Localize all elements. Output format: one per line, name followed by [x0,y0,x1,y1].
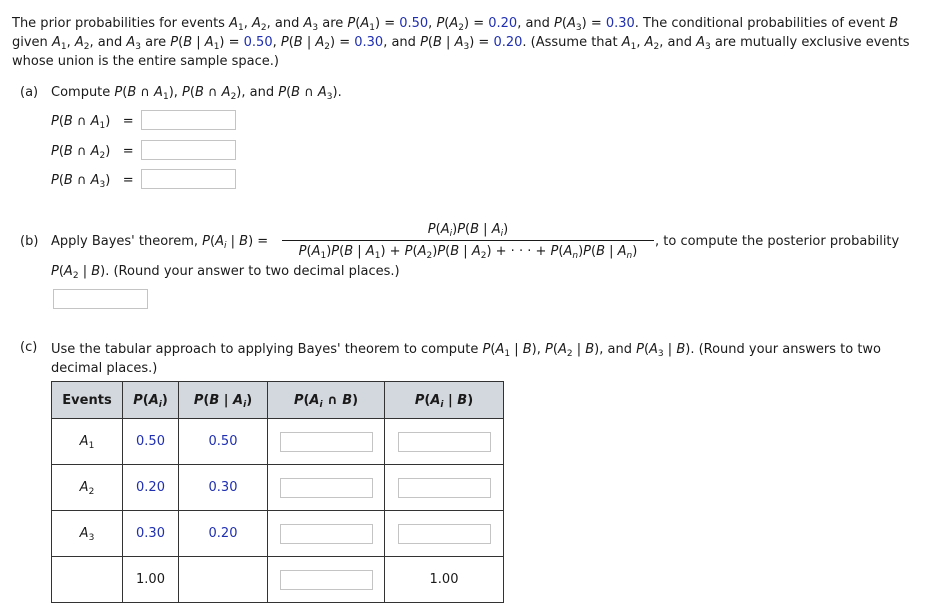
prior-cell: 0.20 [123,465,179,511]
joint-cell [268,419,385,465]
part-b-line2: $P(A_2$ | B). (Round your answer to two decimal places.) [51,264,400,281]
bayes-fraction-bar [282,240,654,241]
table-header-row [52,382,504,419]
posterior-cell [385,511,504,557]
table-row [52,465,504,511]
cond-a3-value: 0.20 [493,35,523,50]
cond-a1-value: 0.50 [243,35,273,50]
table-row [52,419,504,465]
part-c-label: (c) [20,340,38,355]
prior-cell: 0.50 [123,419,179,465]
header-events: Events [52,382,123,419]
part-b-label: (b) [20,234,39,249]
event-a1: $A_1$ [52,419,123,465]
conditional-cell: 0.20 [179,511,268,557]
part-b-tail: , to compute the posterior probability [655,234,900,249]
joint-cell [268,511,385,557]
total-joint-cell [268,557,385,603]
event-a3: $A_3$ [52,511,123,557]
prior-cell: 0.30 [123,511,179,557]
prior-a2-value: 0.20 [488,16,518,31]
part-a-row2-label: P(B ∩ $A_2$) = [51,144,134,161]
part-a-row1-label: P(B ∩ $A_1$) = [51,114,134,131]
total-conditional-cell [179,557,268,603]
event-a2: $A_2$ [52,465,123,511]
joint-a1-input[interactable] [280,432,373,452]
total-posterior-cell: 1.00 [385,557,504,603]
part-a-instruction: Compute P(B ∩ $A_1$), P(B ∩ $A_2$), and P(B ∩ $A_3$). [51,85,342,102]
header-conditional: P(B | $A_i$) [179,382,268,419]
p-b-and-a2-input[interactable] [141,140,236,160]
prior-a3-value: 0.30 [605,16,635,31]
problem-intro: The prior probabilities for events $A_1$, $A_2$, and $A_3$ are $P(A_1) = 0.50$, $P(A_2) = 0.20$, and $P(A_3) = 0.30$. The conditional probabilities of event B given $A_1$, $A_2$, and $A_3$ are P(B | $A_1) = 0.50$, P(B | $A_2) = 0.30$, and P(B | $A_3) = 0.20$. (Assume that $A_1$, $A_2$, and $A_3$ are mutually exclusive events whose union is the entire sample space.) [12,16,910,69]
table-row [52,511,504,557]
bayes-numerator: $P(A_i)P(B$ | $A_i$) [427,222,509,239]
p-b-and-a1-input[interactable] [141,110,236,130]
part-a-label: (a) [20,85,39,100]
total-joint-input[interactable] [280,570,373,590]
posterior-cell [385,419,504,465]
header-posterior: $P(A_i$ | B) [385,382,504,419]
posterior-a3-input[interactable] [398,524,491,544]
part-b-lead: Apply Bayes' theorem, $P(A_i$ | B) = [51,234,269,251]
total-event-cell [52,557,123,603]
part-c-instruction: Use the tabular approach to applying Bayes' theorem to compute $P(A_1$ | B), $P(A_2$ | B), and $P(A_3$ | B). (Round your answers to two decimal places.) [51,342,882,376]
bayes-table [51,381,504,603]
header-prior: $P(A_i)$ [123,382,179,419]
header-joint: $P(A_i$ ∩ B) [268,382,385,419]
posterior-a2-table-input[interactable] [398,478,491,498]
posterior-cell [385,465,504,511]
joint-a3-input[interactable] [280,524,373,544]
bayes-denominator: $P(A_1)P(B$ | $A_1) + P(A_2)P(B$ | $A_2$) + · · · + $P(A_n)P(B$ | $A_n$) [298,244,638,261]
joint-cell [268,465,385,511]
prior-a1-value: 0.50 [399,16,429,31]
cond-a2-value: 0.30 [354,35,384,50]
joint-a2-input[interactable] [280,478,373,498]
p-b-and-a3-input[interactable] [141,169,236,189]
total-prior-cell: 1.00 [123,557,179,603]
conditional-cell: 0.30 [179,465,268,511]
posterior-a2-input[interactable] [53,289,148,309]
posterior-a1-input[interactable] [398,432,491,452]
part-a-row3-label: P(B ∩ $A_3$) = [51,173,134,190]
table-total-row [52,557,504,603]
conditional-cell: 0.50 [179,419,268,465]
